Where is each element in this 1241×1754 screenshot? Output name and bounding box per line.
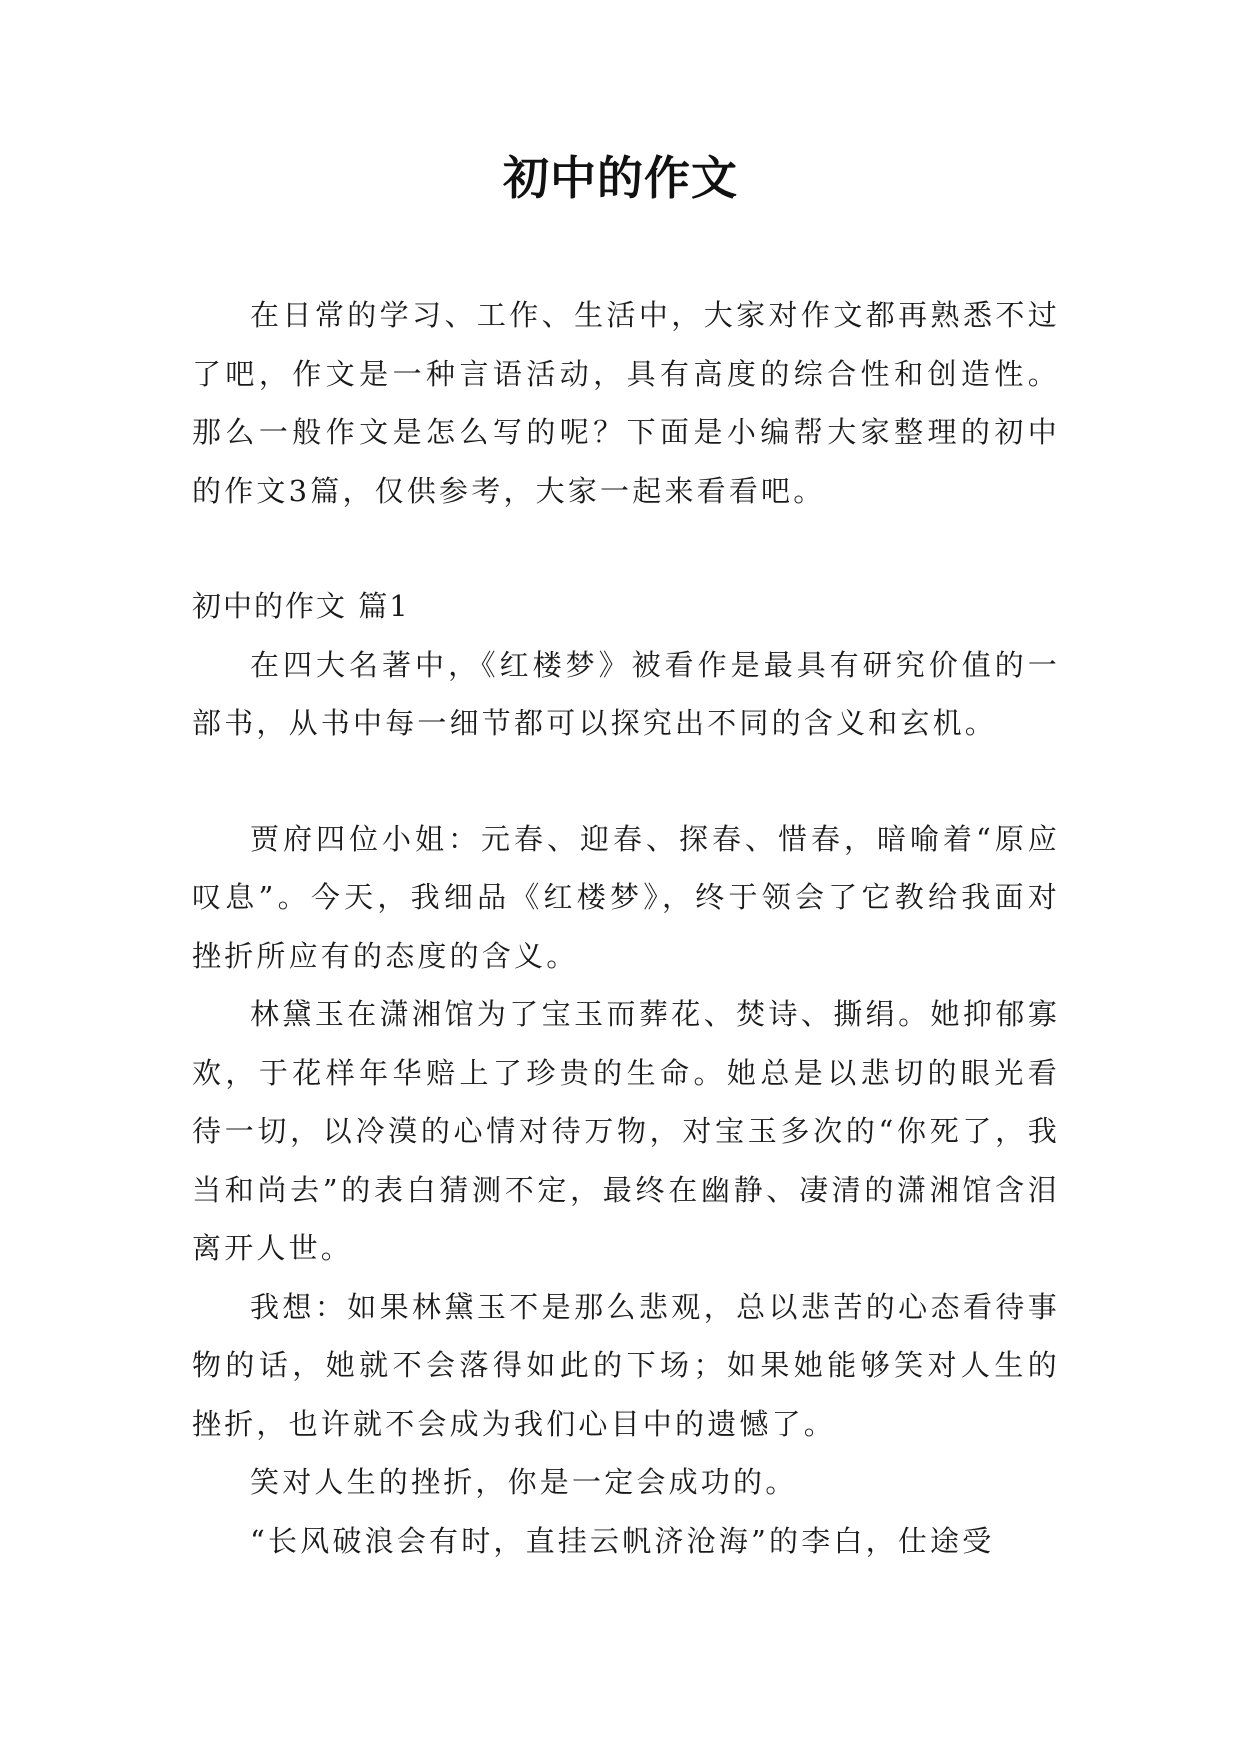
body-paragraph: 贾府四位小姐：元春、迎春、探春、惜春，暗喻着“原应叹息”。今天，我细品《红楼梦》，终于领会了它教给我面对挫折所应有的态度的含义。 bbox=[192, 821, 1060, 973]
body-paragraph: 在四大名著中，《红楼梦》被看作是最具有研究价值的一部书，从书中每一细节都可以探究出不同的含义和玄机。 bbox=[192, 647, 1060, 740]
intro-paragraph: 在日常的学习、工作、生活中，大家对作文都再熟悉不过了吧，作文是一种言语活动，具有高度的综合性和创造性。那么一般作文是怎么写的呢？下面是小编帮大家整理的初中的作文3篇，仅供参考，大家一起来看看吧。 bbox=[192, 298, 1060, 508]
body-paragraph: 我想：如果林黛玉不是那么悲观，总以悲苦的心态看待事物的话，她就不会落得如此的下场；如果她能够笑对人生的挫折，也许就不会成为我们心目中的遗憾了。 bbox=[192, 1289, 1060, 1441]
body-paragraph: 笑对人生的挫折，你是一定会成功的。 bbox=[250, 1465, 798, 1499]
document-title: 初中的作文 bbox=[503, 151, 738, 205]
body-paragraph: 林黛玉在潇湘馆为了宝玉而葬花、焚诗、撕绢。她抑郁寡欢，于花样年华赔上了珍贵的生命。她总是以悲切的眼光看待一切，以冷漠的心情对待万物，对宝玉多次的“你死了，我当和尚去”的表白猜测不定，最终在幽静、凄清的潇湘馆含泪离开人世。 bbox=[192, 997, 1060, 1265]
body-paragraph: “长风破浪会有时，直挂云帆济沧海”的李白，仕途受 bbox=[250, 1523, 995, 1558]
section-heading: 初中的作文 篇1 bbox=[192, 589, 410, 623]
document-body bbox=[192, 286, 1060, 1570]
spacer bbox=[192, 753, 1060, 810]
spacer bbox=[192, 520, 1060, 577]
